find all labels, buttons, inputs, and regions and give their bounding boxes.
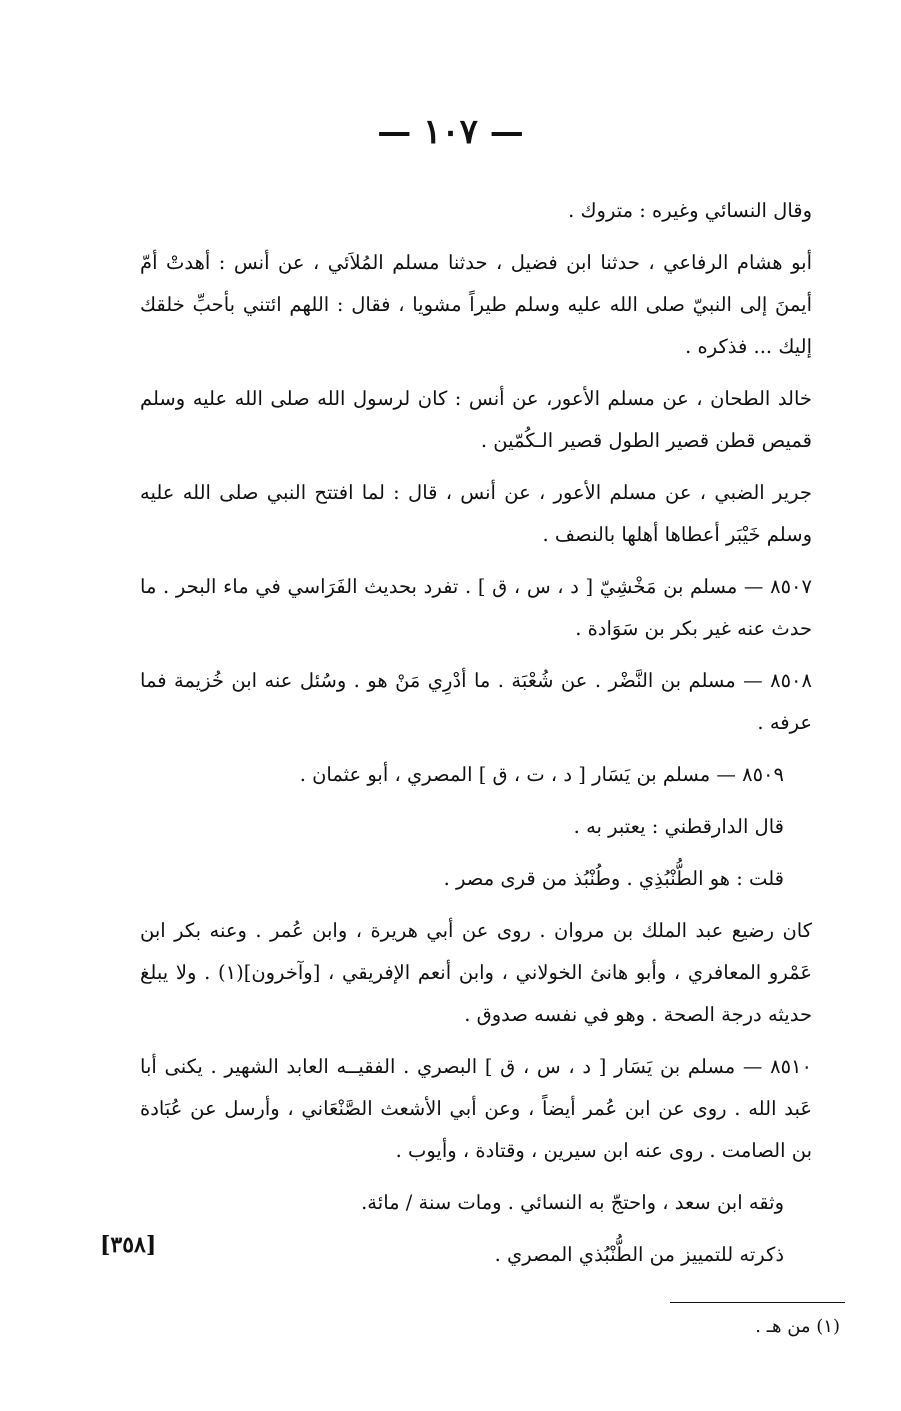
footnote: (١) من هـ . (755, 1316, 840, 1337)
entry-8507: ٨٥٠٧ — مسلم بن مَخْشِيّ [ د ، س ، ق ] . تفرد بحديث الفَرَاسي في ماء البحر . ما حدث عنه غير بكر بن سَوَادة . (140, 575, 812, 640)
paragraph: أبو هشام الرفاعي ، حدثنا ابن فضيل ، حدثنا مسلم المُلاَئي ، عن أنس : أهدتْ أمّ أيمنَ إلى النبيّ صلى الله عليه وسلم طيراً مشويا ، فقال : اللهم ائتني بأحبِّ خلقك إليك ... فذكره . (140, 251, 812, 358)
entry-8510: ٨٥١٠ — مسلم بن يَسَار [ د ، س ، ق ] البصري . الفقيــه العابد الشهير . يكنى أبا عَبد الله . روى عن ابن عُمر أيضاً ، وعن أبي الأشعث الصَّنْعَاني ، وأرسل عن عُبَادة بن الصامت . روى عنه ابن سيرين ، وقتادة ، وأيوب . (140, 1055, 812, 1162)
entry-8508: ٨٥٠٨ — مسلم بن النَّضْر . عن شُعْبَة . ما أدْرِي مَنْ هو . وسُئل عنه ابن خُزيمة فما عرفه . (140, 669, 812, 734)
entry-8509: ٨٥٠٩ — مسلم بن يَسَار [ د ، ت ، ق ] المصري ، أبو عثمان . (299, 763, 784, 786)
footnote-divider (670, 1302, 845, 1303)
main-text (140, 190, 840, 1286)
paragraph: ذكرته للتمييز من الطُّنْبُذي المصري . (494, 1243, 784, 1266)
manuscript-page-ref: [٣٥٨] (100, 1232, 157, 1258)
paragraph: وقال النسائي وغيره : متروك . (568, 199, 812, 222)
page-number: — ١٠٧ — (377, 112, 524, 152)
paragraph: قلت : هو الطُّنْبُذِي . وطُنْبُذ من قرى مصر . (443, 867, 784, 890)
paragraph: وثقه ابن سعد ، واحتجّ به النسائي . ومات سنة / مائة. (361, 1191, 784, 1214)
paragraph: جرير الضبي ، عن مسلم الأعور ، عن أنس ، قال : لما افتتح النبي صلى الله عليه وسلم خَيْبَر أعطاها أهلها بالنصف . (140, 481, 812, 546)
paragraph: قال الدارقطني : يعتبر به . (573, 815, 784, 838)
paragraph: خالد الطحان ، عن مسلم الأعور، عن أنس : كان لرسول الله صلى الله عليه وسلم قميص قطن قصير الطول قصير الـكُمّين . (140, 387, 812, 452)
paragraph: كان رضيع عبد الملك بن مروان . روى عن أبي هريرة ، وابن عُمر . وعنه بكر ابن عَمْرو المعافري ، وأبو هانئ الخولاني ، وابن أنعم الإفريقي ، [وآخرون](١) . ولا يبلغ حديثه درجة الصحة . وهو في نفسه صدوق . (140, 919, 812, 1026)
